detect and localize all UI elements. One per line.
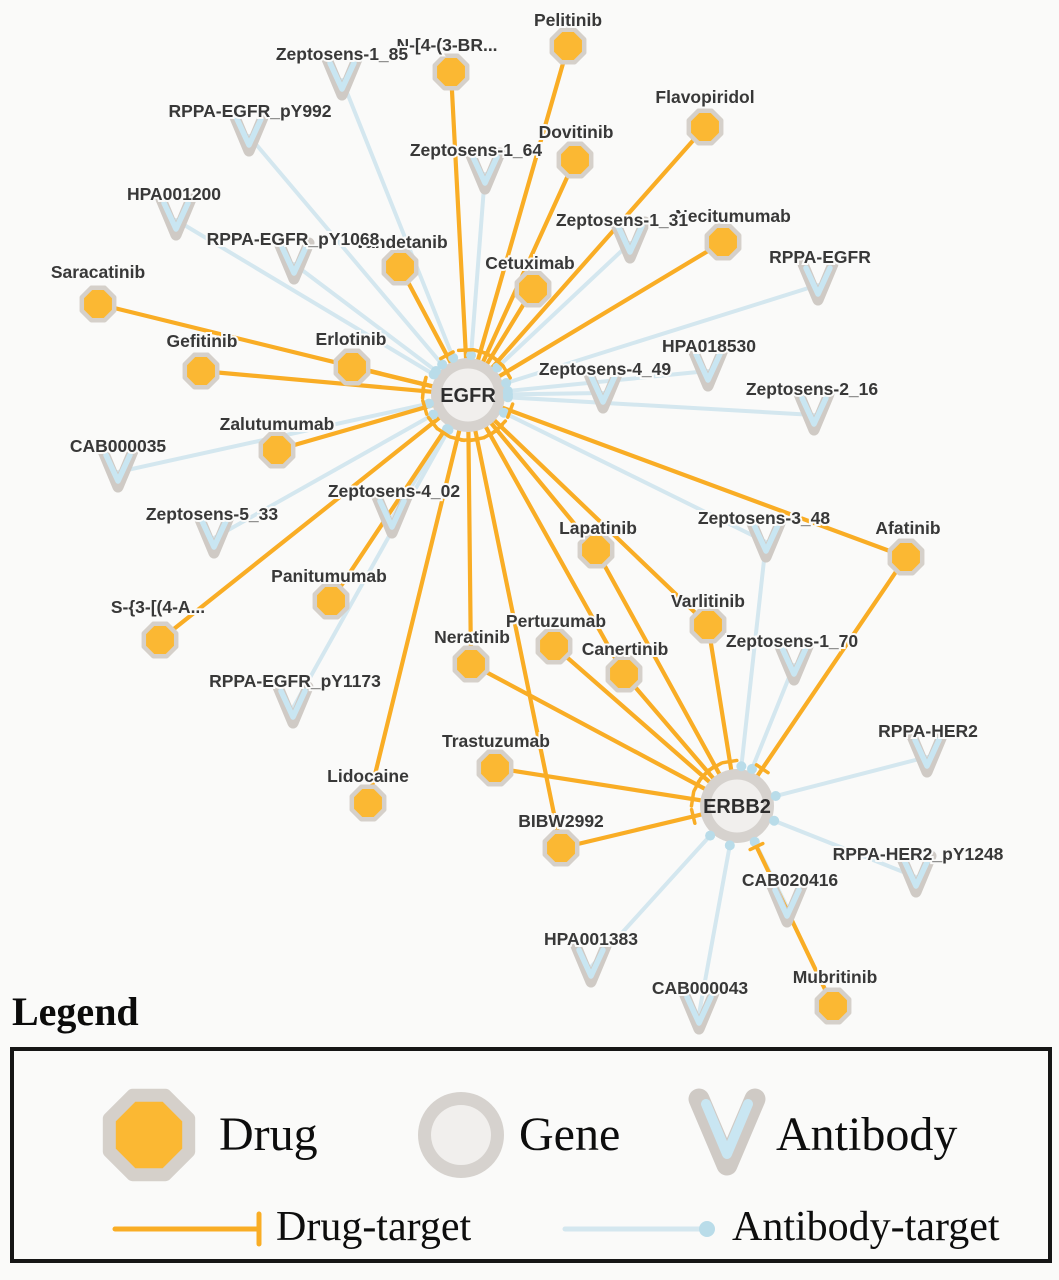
drug-node	[538, 630, 570, 662]
drug-node	[455, 648, 487, 680]
antibody-edge-dot	[736, 761, 746, 771]
node-label: Pertuzumab	[505, 611, 607, 631]
antibody-node	[327, 59, 357, 95]
node-label: CAB020416	[741, 870, 839, 890]
drug-edge-tee	[450, 437, 464, 440]
node-label: CAB000035	[69, 436, 167, 456]
node-label: Trastuzumab	[442, 731, 550, 751]
drug-node	[689, 111, 721, 143]
antibody-target-edge	[293, 395, 468, 708]
drug-edge-tee	[459, 350, 473, 351]
drug-target-edge-icon	[109, 1209, 279, 1249]
node-label: Zalutumumab	[219, 414, 335, 434]
legend-drug-target-label: Drug-target	[276, 1204, 472, 1250]
node-label: Zeptosens-1_85	[275, 44, 409, 64]
drug-node	[580, 534, 612, 566]
node-label: HPA001200	[126, 184, 222, 204]
node-label: Necitumumab	[675, 206, 791, 226]
drug-node-icon	[94, 1080, 204, 1190]
drug-node	[261, 434, 293, 466]
antibody-edge-dot	[725, 840, 735, 850]
drug-node	[435, 56, 467, 88]
antibody-node	[912, 736, 942, 772]
node-label: Canertinib	[581, 639, 669, 659]
node-label: Vandetanib	[354, 232, 448, 252]
drug-node	[479, 752, 511, 784]
node-label: S-{3-[(4-A...	[110, 597, 206, 617]
drug-edge-tee	[692, 810, 695, 824]
drug-node	[185, 355, 217, 387]
drug-node	[552, 30, 584, 62]
gene-label: EGFR	[440, 385, 496, 407]
antibody-node	[103, 451, 133, 487]
node-label: HPA018530	[661, 336, 757, 356]
node-label: Lidocaine	[327, 766, 409, 786]
node-label: Cetuximab	[485, 253, 575, 273]
node-label: CAB000043	[651, 978, 749, 998]
drug-edge-tee	[723, 760, 737, 762]
antibody-edge-dot	[503, 392, 513, 402]
node-label: Afatinib	[875, 518, 941, 538]
node-label: Erlotinib	[315, 329, 387, 349]
node-label: Zeptosens-4_49	[538, 359, 672, 379]
drug-node	[559, 144, 591, 176]
node-label: RPPA-EGFR_pY1173	[209, 671, 381, 691]
drug-node	[384, 251, 416, 283]
node-label: Dovitinib	[538, 122, 614, 142]
node-label: BIBW2992	[518, 811, 604, 831]
legend-drug-label: Drug	[219, 1108, 318, 1161]
antibody-node	[803, 264, 833, 300]
drug-edge-tee	[470, 438, 484, 441]
antibody-edge-dot	[431, 366, 441, 376]
node-label: RPPA-EGFR_pY1068	[206, 229, 380, 249]
node-label: Varlitinib	[671, 591, 745, 611]
drug-node	[144, 624, 176, 656]
node-label: Mubritinib	[792, 967, 878, 987]
node-label: Zeptosens-4_02	[327, 481, 461, 501]
node-label: Zeptosens-1_31	[555, 210, 689, 230]
antibody-target-edge-icon	[559, 1209, 729, 1249]
antibody-node	[161, 199, 191, 235]
node-label: Panitumumab	[271, 566, 387, 586]
drug-node	[82, 288, 114, 320]
node-label: Saracatinib	[50, 262, 146, 282]
antibody-node	[576, 946, 606, 982]
drug-target-edge	[468, 395, 471, 664]
node-label: Zeptosens-2_16	[745, 379, 879, 399]
node-label: Zeptosens-3_48	[697, 508, 831, 528]
gene-node-icon	[406, 1080, 516, 1190]
drug-node	[517, 273, 549, 305]
node-label: Neratinib	[434, 627, 510, 647]
legend-antibody-target-label: Antibody-target	[732, 1204, 1000, 1250]
node-label: HPA001383	[543, 929, 639, 949]
antibody-edge-dot	[771, 791, 781, 801]
legend-title: Legend	[12, 989, 139, 1034]
node-label: Lapatinib	[559, 518, 637, 538]
drug-node	[817, 990, 849, 1022]
drug-node	[336, 351, 368, 383]
drug-node	[315, 585, 347, 617]
drug-node	[692, 609, 724, 641]
node-label: RPPA-HER2	[878, 721, 978, 741]
drug-node	[707, 226, 739, 258]
drug-node	[545, 832, 577, 864]
node-label: Pelitinib	[533, 10, 603, 30]
node-label: RPPA-EGFR	[769, 247, 871, 267]
drug-node	[608, 658, 640, 690]
node-label: Zeptosens-1_64	[409, 140, 543, 160]
legend-gene-label: Gene	[519, 1108, 621, 1161]
node-label: Flavopiridol	[655, 87, 755, 107]
drug-edge-tee	[691, 792, 693, 806]
node-label: RPPA-EGFR_pY992	[168, 101, 332, 121]
antibody-node-icon	[672, 1075, 782, 1195]
node-label: RPPA-HER2_pY1248	[832, 844, 1004, 864]
antibody-node	[799, 394, 829, 430]
antibody-edge-dot	[705, 831, 715, 841]
node-label: Gefitinib	[166, 331, 238, 351]
gene-label: ERBB2	[703, 796, 771, 818]
node-label: N-[4-(3-BR...	[396, 35, 498, 55]
drug-node	[890, 541, 922, 573]
node-label: Zeptosens-1_70	[725, 631, 859, 651]
legend-box	[10, 1047, 1052, 1263]
node-label: Zeptosens-5_33	[145, 504, 279, 524]
drug-target-edge	[451, 72, 468, 395]
legend-antibody-label: Antibody	[776, 1108, 958, 1161]
drug-node	[352, 787, 384, 819]
